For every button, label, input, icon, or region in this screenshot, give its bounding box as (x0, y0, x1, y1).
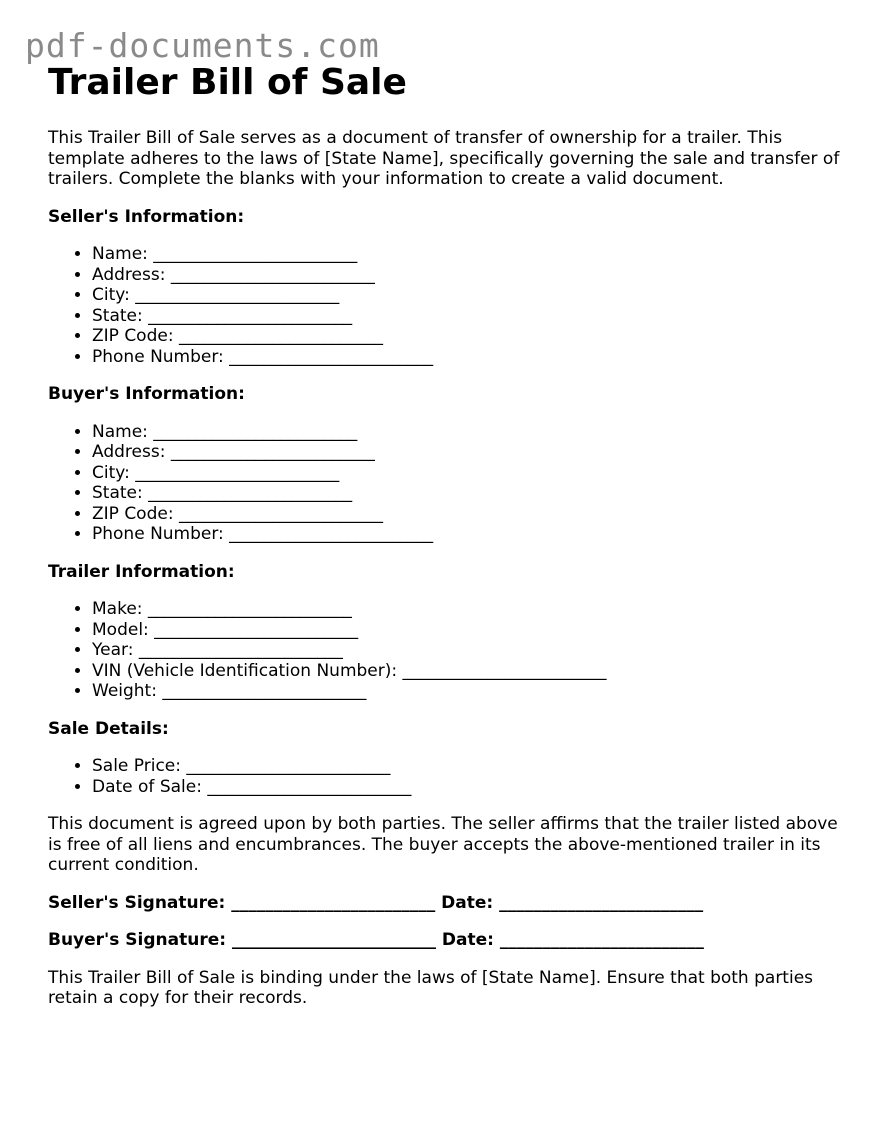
list-item: • Name: ________________________ (92, 244, 848, 265)
list-item: • Weight: ________________________ (92, 681, 848, 702)
list-item: • Year: ________________________ (92, 640, 848, 661)
list-item: • ZIP Code: ________________________ (92, 504, 848, 525)
agreement-paragraph: This document is agreed upon by both parties. The seller affirms that the trailer listed above is free of all liens and encumbrances. The buyer accepts the above-mentioned trailer in its current condition. (48, 814, 838, 875)
list-item: • Phone Number: ________________________ (92, 347, 848, 368)
list-item: • City: ________________________ (92, 285, 848, 306)
section-heading: Buyer's Information: (48, 384, 245, 404)
list-item: • Sale Price: ________________________ (92, 756, 848, 777)
list-item: • Name: ________________________ (92, 422, 848, 443)
sale-details-section (48, 719, 848, 798)
list-item: • State: ________________________ (92, 483, 848, 504)
list-item: • Make: ________________________ (92, 599, 848, 620)
seller-signature-line: Seller's Signature: ________________________ Date: ________________________ (48, 892, 704, 913)
trailer-fields-list (48, 599, 848, 702)
list-item: • VIN (Vehicle Identification Number): ________________________ (92, 661, 848, 682)
section-heading: Trailer Information: (48, 561, 235, 582)
sale-fields-list (48, 756, 848, 797)
list-item: • City: ________________________ (92, 463, 848, 484)
list-item: • Phone Number: ________________________ (92, 524, 848, 545)
watermark: pdf-documents.com (25, 26, 380, 65)
section-heading: Sale Details: (48, 718, 169, 739)
document-page (48, 60, 848, 1009)
list-item: • Model: ________________________ (92, 620, 848, 641)
seller-fields-list (48, 244, 848, 367)
list-item: • ZIP Code: ________________________ (92, 326, 848, 347)
buyer-fields-list (48, 422, 848, 545)
footer-paragraph: This Trailer Bill of Sale is binding under the laws of [State Name]. Ensure that both parties retain a copy for their records. (48, 967, 814, 1008)
buyer-section (48, 384, 848, 545)
intro-paragraph: This Trailer Bill of Sale serves as a document of transfer of ownership for a trailer. This template adheres to the laws of [State Name], specifically governing the sale and transfer of trailers. Complete the blanks with your information to create a valid document. (48, 128, 840, 189)
list-item: • Address: ________________________ (92, 265, 848, 286)
seller-section (48, 207, 848, 368)
list-item: • Date of Sale: ________________________ (92, 777, 848, 798)
section-heading: Seller's Information: (48, 206, 245, 227)
list-item: • Address: ________________________ (92, 442, 848, 463)
list-item: • State: ________________________ (92, 306, 848, 327)
page-title: Trailer Bill of Sale (48, 62, 407, 103)
trailer-section (48, 562, 848, 702)
buyer-signature-line: Buyer's Signature: ________________________ Date: ________________________ (48, 930, 704, 950)
